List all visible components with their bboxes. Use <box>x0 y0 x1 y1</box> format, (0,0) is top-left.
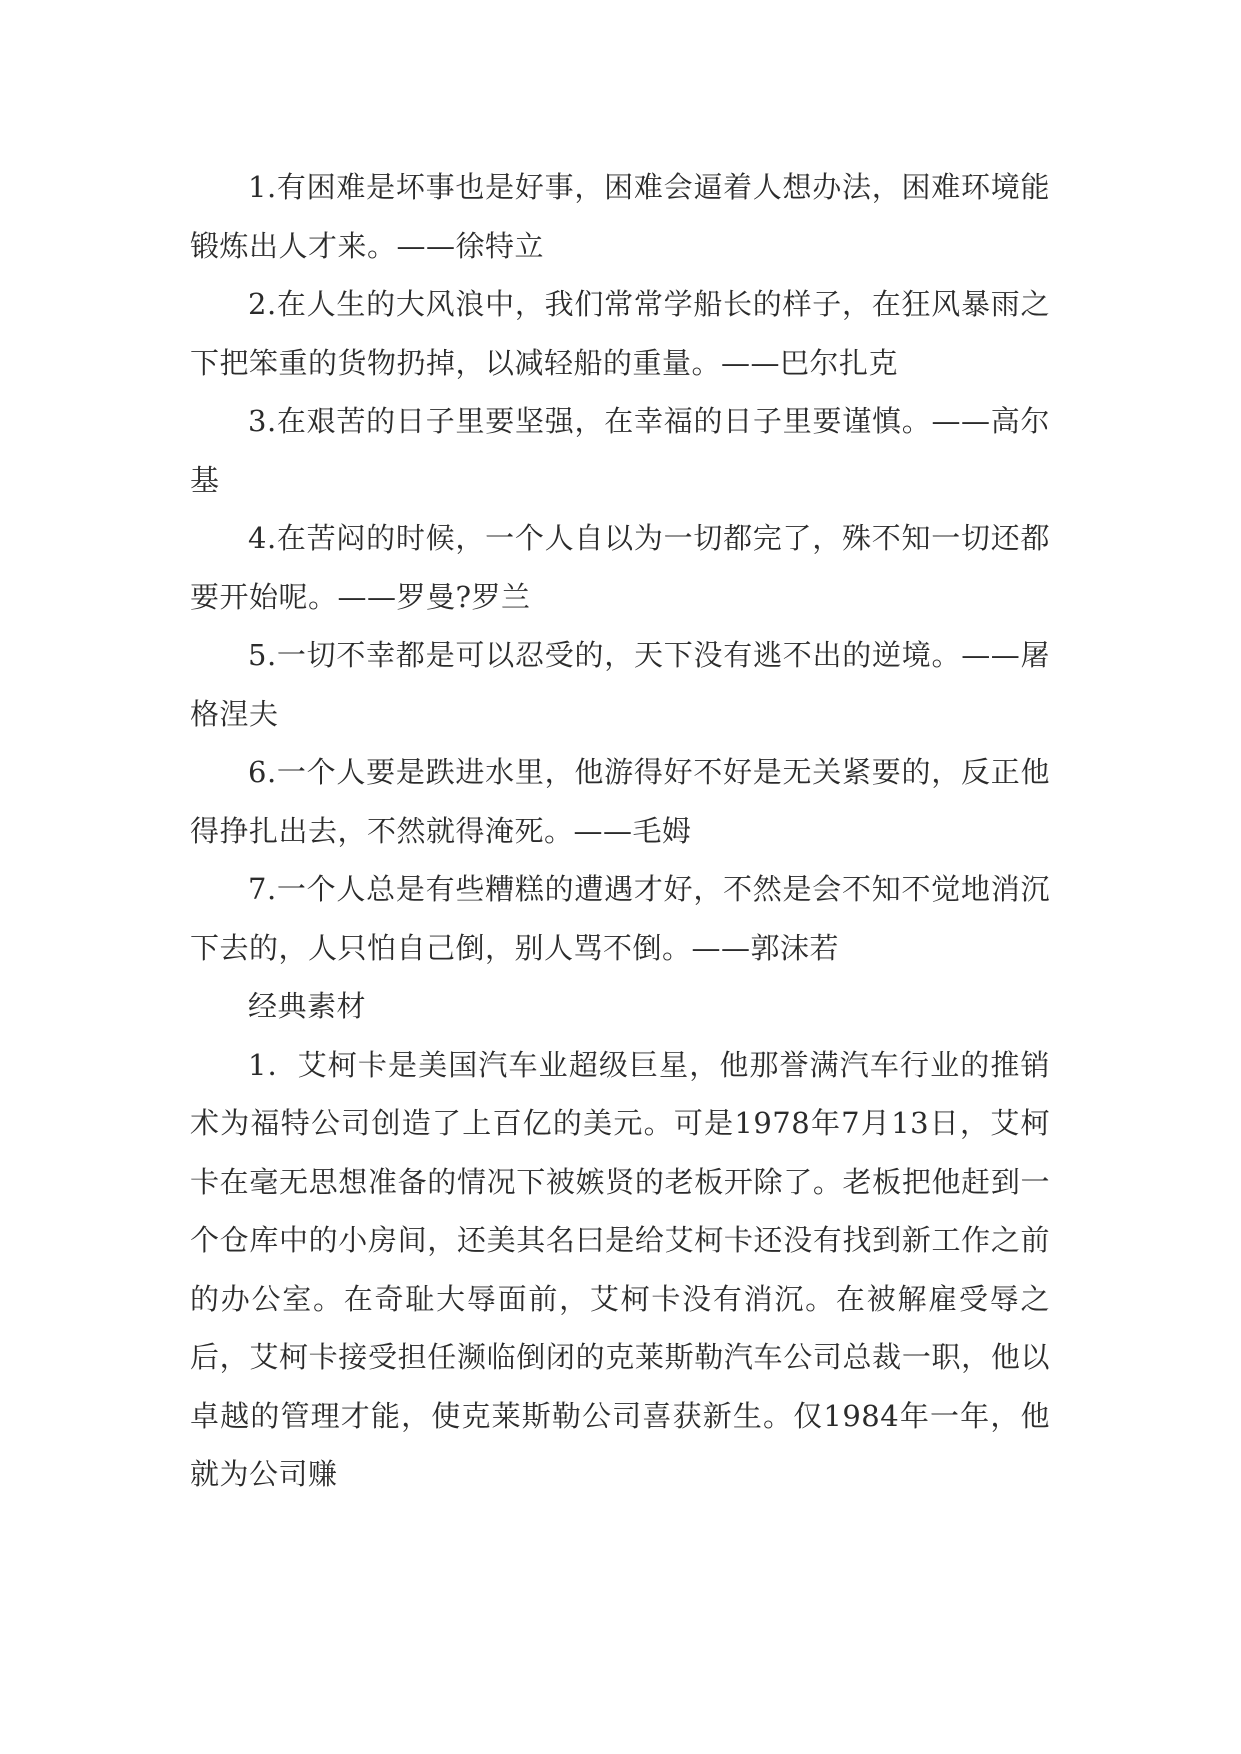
quote-paragraph-5: 5.一切不幸都是可以忍受的，天下没有逃不出的逆境。——屠格涅夫 <box>190 638 1050 731</box>
section-heading: 经典素材 <box>248 989 367 1023</box>
document-body <box>190 158 1050 1504</box>
quote-paragraph-2: 2.在人生的大风浪中，我们常常学船长的样子，在狂风暴雨之下把笨重的货物扔掉，以减轻船的重量。——巴尔扎克 <box>190 287 1050 380</box>
quote-paragraph-1: 1.有困难是坏事也是好事，困难会逼着人想办法，困难环境能锻炼出人才来。——徐特立 <box>190 170 1050 263</box>
quote-paragraph-7: 7.一个人总是有些糟糕的遭遇才好，不然是会不知不觉地消沉下去的，人只怕自己倒，别人骂不倒。——郭沫若 <box>190 872 1050 965</box>
quote-paragraph-6: 6.一个人要是跌进水里，他游得好不好是无关紧要的，反正他得挣扎出去，不然就得淹死。——毛姆 <box>190 755 1050 848</box>
quote-paragraph-4: 4.在苦闷的时候，一个人自以为一切都完了，殊不知一切还都要开始呢。——罗曼?罗兰 <box>190 521 1050 614</box>
material-paragraph-1: 1．艾柯卡是美国汽车业超级巨星，他那誉满汽车行业的推销术为福特公司创造了上百亿的美元。可是1978年7月13日，艾柯卡在毫无思想准备的情况下被嫉贤的老板开除了。老板把他赶到一个仓库中的小房间，还美其名曰是给艾柯卡还没有找到新工作之前的办公室。在奇耻大辱面前，艾柯卡没有消沉。在被解雇受辱之后，艾柯卡接受担任濒临倒闭的克莱斯勒汽车公司总裁一职，他以卓越的管理才能，使克莱斯勒公司喜获新生。仅1984年一年，他就为公司赚 <box>190 1047 1050 1491</box>
quote-paragraph-3: 3.在艰苦的日子里要坚强，在幸福的日子里要谨慎。——高尔基 <box>190 404 1050 497</box>
